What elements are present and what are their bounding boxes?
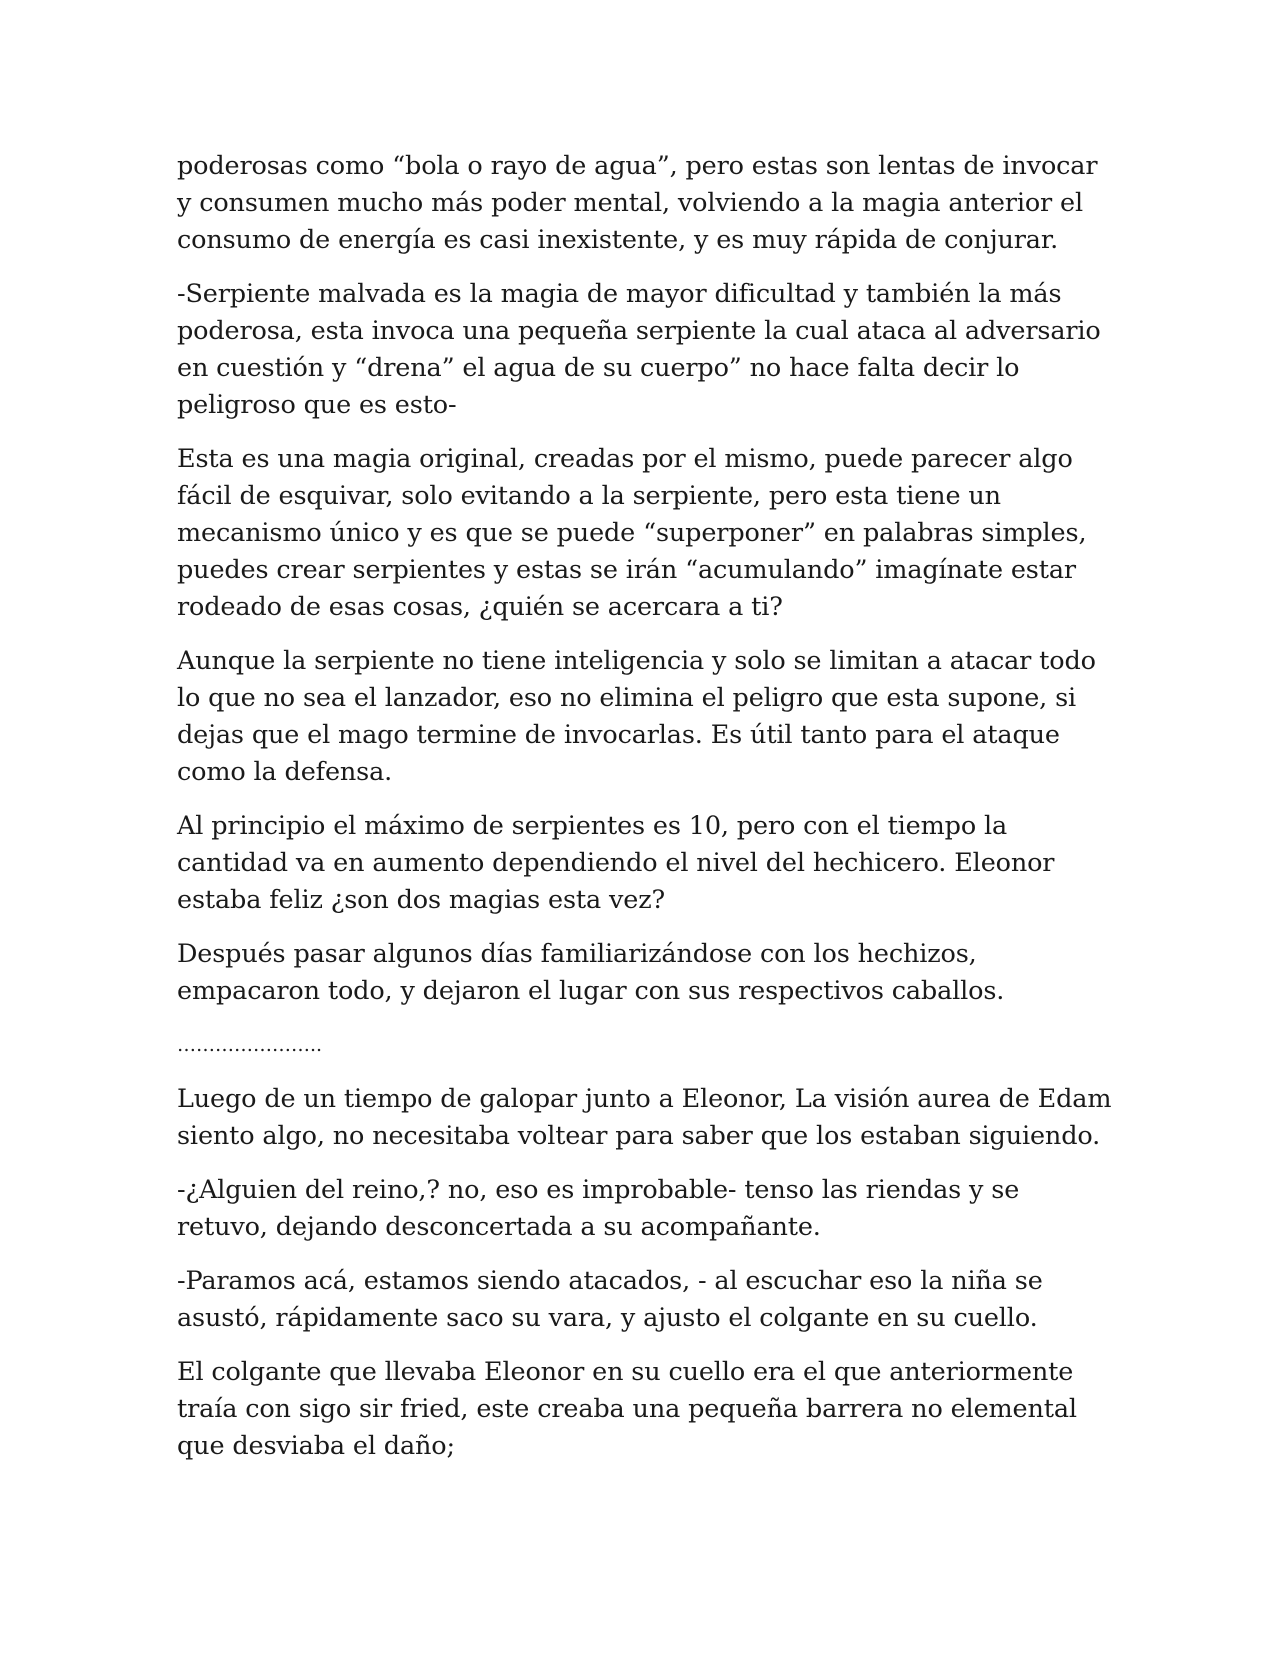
- paragraph-2: -Serpiente malvada es la magia de mayor dificultad y también la más poderosa, esta invoca una pequeña serpiente la cual ataca al adversario en cuestión y “drena” el agua de su cuerpo” no hace falta decir lo peligroso que es esto-: [177, 279, 1101, 420]
- paragraph-4: Aunque la serpiente no tiene inteligencia y solo se limitan a atacar todo lo que no sea el lanzador, eso no elimina el peligro que esta supone, si dejas que el mago termine de invocarlas. Es útil tanto para el ataque como la defensa.: [177, 646, 1096, 787]
- paragraph-1: poderosas como “bola o rayo de agua”, pero estas son lentas de invocar y consumen mucho más poder mental, volviendo a la magia anterior el consumo de energía es casi inexistente, y es muy rápida de conjurar.: [177, 151, 1098, 255]
- paragraph-7: Luego de un tiempo de galopar junto a Eleonor, La visión aurea de Edam siento algo, no necesitaba voltear para saber que los estaban siguiendo.: [177, 1084, 1112, 1151]
- paragraph-9: -Paramos acá, estamos siendo atacados, - al escuchar eso la niña se asustó, rápidamente saco su vara, y ajusto el colgante en su cuello.: [177, 1266, 1043, 1333]
- section-separator: …………………..: [177, 1034, 323, 1056]
- paragraph-6: Después pasar algunos días familiarizándose con los hechizos, empacaron todo, y dejaron el lugar con sus respectivos caballos.: [177, 939, 1005, 1006]
- paragraph-10: El colgante que llevaba Eleonor en su cuello era el que anteriormente traía con sigo sir fried, este creaba una pequeña barrera no elemental que desviaba el daño;: [177, 1357, 1077, 1461]
- paragraph-5: Al principio el máximo de serpientes es 10, pero con el tiempo la cantidad va en aumento dependiendo el nivel del hechicero. Eleonor estaba feliz ¿son dos magias esta vez?: [177, 811, 1055, 915]
- document-body: [177, 148, 1112, 1482]
- paragraph-8: -¿Alguien del reino,? no, eso es improbable- tenso las riendas y se retuvo, dejando desconcertada a su acompañante.: [177, 1175, 1020, 1242]
- paragraph-3: Esta es una magia original, creadas por el mismo, puede parecer algo fácil de esquivar, solo evitando a la serpiente, pero esta tiene un mecanismo único y es que se puede “superponer” en palabras simples, puedes crear serpientes y estas se irán “acumulando” imagínate estar rodeado de esas cosas, ¿quién se acercara a ti?: [177, 444, 1087, 622]
